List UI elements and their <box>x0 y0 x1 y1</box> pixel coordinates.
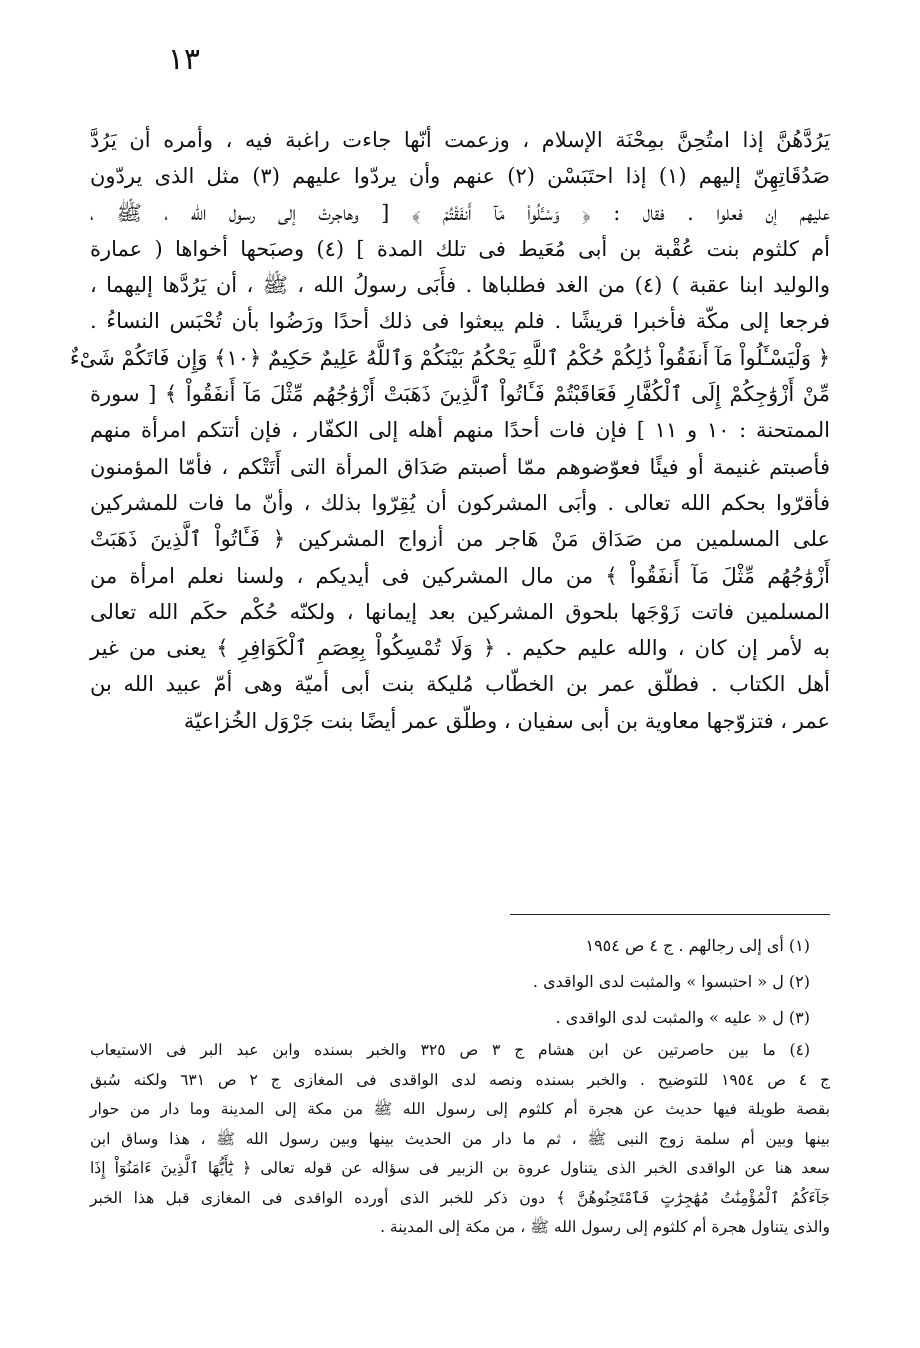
footnote-divider <box>510 914 830 915</box>
footnote-4-line: ج ٤ ص ١٩٥٤ للتوضيح . والخبر بسنده ونصه لدى الواقدى فى المغازى ج ٢ ص ٦٣١ ولكنه سُبق <box>90 1070 831 1089</box>
body-line: يَرُدَّهُنَّ إذا امتُحِنَّ بمِحْنَة الإسلام ، وزعمت أنّها جاءت راغبة فيه ، وأمره أن يَرُدَّ <box>90 128 830 152</box>
footnote-3: (٣) ل « عليه » والمثبت لدى الواقدى . <box>555 1008 810 1027</box>
body-line: والوليد ابنا عقبة ) (٤) من الغد فطلباها . فأَبَى رسولُ الله ، ﷺ ، أن يَرُدَّها إليهما ، <box>90 273 830 298</box>
body-line: أم كلثوم بنت عُقْبة بن أبى مُعَيط فى تلك المدة ] (٤) وصبَحها أخواها ( عمارة <box>90 236 830 261</box>
footnote-4-line: بينها وبين أم سلمة زوج النبى ﷺ ، ثم ما دار من الحديث بينها وبين رسول الله ﷺ ، هذا وساق ابن <box>90 1129 830 1148</box>
footnotes <box>90 928 830 1243</box>
footnote-4-line: (٤) ما بين حاصرتين عن ابن هشام ج ٣ ص ٣٢٥ والخبر بسنده وابن عبد البر فى الاستيعاب <box>90 1041 810 1059</box>
body-line: عمر ، فتزوّجها معاوية بن أبى سفيان ، وطلّق عمر أيضًا بنت جَرْوَل الخُزاعيّة <box>183 708 830 733</box>
footnote-1: (١) أى إلى رجالهم . ج ٤ ص ١٩٥٤ <box>585 936 810 955</box>
body-line: المسلمين فاتت زَوْجَها بلحوق المشركين بعد إيمانها ، ولكنّه حُكْم حكَم الله تعالى <box>90 599 830 624</box>
body-line: فأصبتم غنيمة أو فيئًا فعوّضوهم ممّا أصبتم صَدَاق المرأة التى أَتَتْكم ، فأمّا المؤمنون <box>90 454 830 479</box>
body-line: به لأمر إن كان ، والله عليم حكيم . ﴿ وَلَا تُمْسِكُواْ بِعِصَمِ ٱلْكَوَافِرِ ﴾ يعنى من غير <box>90 636 830 661</box>
footnote-4 <box>90 1036 830 1243</box>
footnote-4-line: بقصة طويلة فيها حديث عن هجرة أم كلثوم إلى رسول الله ﷺ من مكة إلى المدينة وما دار من حوار <box>90 1100 830 1118</box>
body-line: صَدُقَاتِهِنّ إليهم (١) إذا احتَبَسْن (٢) عنهم وأن يردّوا عليهم (٣) مثل الذى يردّون <box>90 164 830 189</box>
body-line: أهل الكتاب . فطلّق عمر بن الخطّاب مُليكة بنت أبى أميّة وهى أمّ عبيد الله بن <box>90 672 830 697</box>
footnote-4-line: سعد هنا عن الواقدى الخبر الذى يتناول عروة بن الزبير فى سؤاله عن قوله تعالى ﴿ يَٰٓأَيُّهَا ٱلَّذِينَ ءَامَنُوٓاْ إِذَا <box>90 1159 830 1177</box>
quran-verse-line: ﴿ وَلْيَسْـَٔلُواْ مَآ أَنفَقُواْ ذَٰلِكُمْ حُكْمُ ٱللَّهِ يَحْكُمُ بَيْنَكُمْ وَٱللَّهُ عَلِيمٌ حَكِيمٌ ﴿١٠﴾ وَإِن فَاتَكُمْ شَىْءٌ <box>69 345 830 370</box>
body-line: أَزْوَٰجُهُم مِّثْلَ مَآ أَنفَقُواْ ﴾ من مال المشركين فى أيديكم ، ولسنا نعلم امرأة من <box>90 563 830 588</box>
page-number: ١٣ <box>167 42 200 77</box>
body-line: فأقرّوا بحكم الله تعالى . وأبَى المشركون أن يُقِرّوا بذلك ، وأنّ ما فات للمشركين <box>90 490 830 515</box>
body-text <box>69 122 831 739</box>
body-line: على المسلمين من صَدَاق مَنْ هَاجر من أزواج المشركين ﴿ فَـَٔاتُواْ ٱلَّذِينَ ذَهَبَتْ <box>90 527 830 552</box>
footnote-4-line: والذى يتناول هجرة أم كلثوم إلى رسول الله ﷺ ، من مكة إلى المدينة . <box>380 1218 830 1236</box>
body-line: فرجعا إلى مكّة فأخبرا قريشًا . فلم يبعثوا فى ذلك أحدًا ورَضُوا بأن تُحْبَس النساءُ . <box>90 309 830 334</box>
body-line: الممتحنة : ١٠ و ١١ ] فإن فات أحدًا منهم أهله إلى الكفّار ، فإن أتتكم امرأة منهم <box>90 418 831 443</box>
footnote-2: (٢) ل « احتبسوا » والمثبت لدى الواقدى . <box>532 972 810 991</box>
footnote-4-line: جَآءَكُمُ ٱلْمُؤْمِنَٰتُ مُهَٰجِرَٰتٍ فَٱمْتَحِنُوهُنَّ ﴾ دون ذكر للخبر الذى أورده الواقدى فى المغازى قبل هذا الخبر <box>90 1188 830 1207</box>
quran-verse-line: مِّنْ أَزْوَٰجِكُمْ إِلَى ٱلْكُفَّارِ فَعَاقَبْتُمْ فَـَٔاتُواْ ٱلَّذِينَ ذَهَبَتْ أَزْوَٰجُهُم مِّثْلَ مَآ أَنفَقُواْ ﴾ [ سورة <box>90 382 830 407</box>
body-line: عليهم إن فعلوا . فقال : ﴿ وَسْـَٔلُواْ مَآ أَنفَقْتُمْ ﴾ [ وهاجرتْ إلى رسول الله ، ﷺ ، <box>90 200 830 225</box>
